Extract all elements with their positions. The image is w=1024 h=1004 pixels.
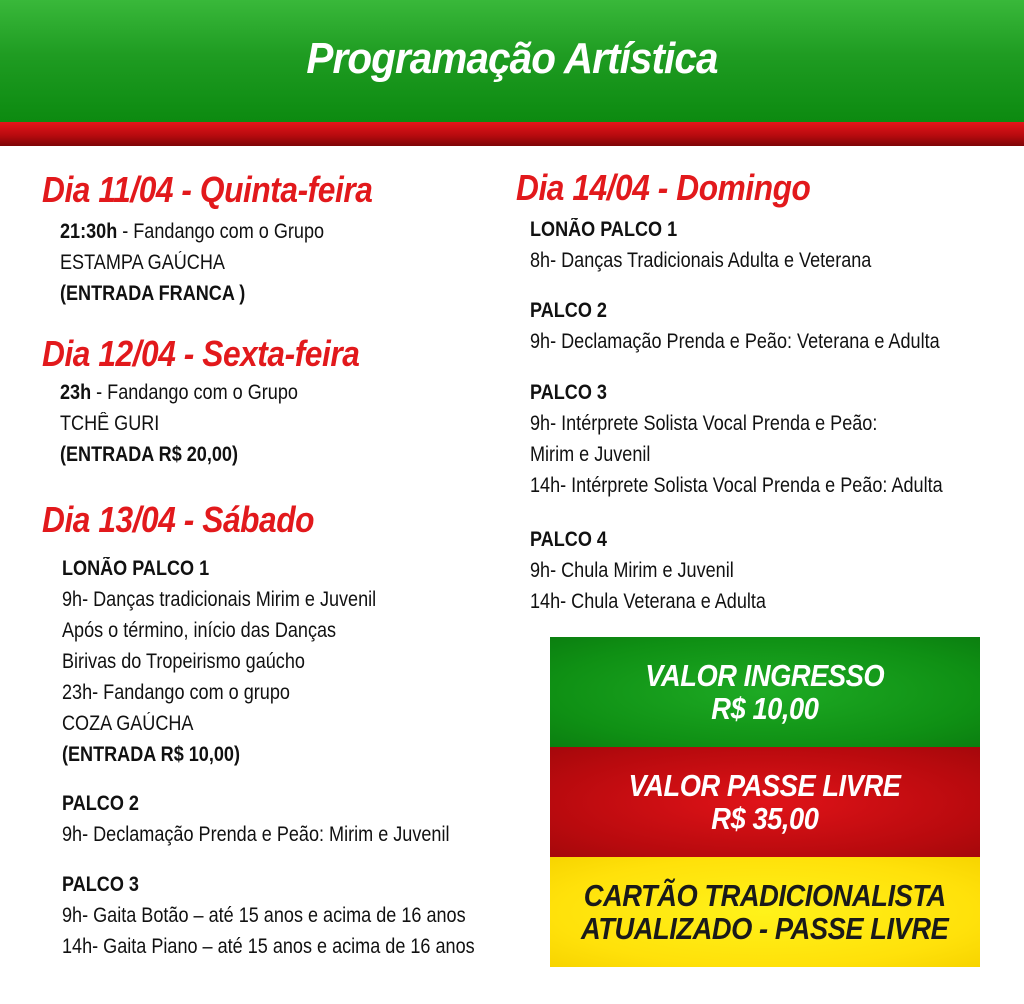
schedule-line: 14h- Chula Veterana e Adulta: [530, 590, 766, 613]
day-13-title: Dia 13/04 - Sábado: [42, 499, 315, 540]
day-12-title: Dia 12/04 - Sexta-feira: [42, 333, 360, 374]
day-13-stage-3: [62, 869, 542, 962]
day-12-section: [42, 334, 403, 374]
schedule-line: 9h- Declamação Prenda e Peão: Veterana e Adulta: [530, 330, 940, 353]
header-red-band: [0, 122, 1024, 146]
schedule-line: 14h- Gaita Piano – até 15 anos e acima de 16 anos: [62, 935, 475, 958]
traditionalist-card-box: [550, 857, 980, 967]
day-11-title: Dia 11/04 - Quinta-feira: [42, 169, 373, 210]
stage-name: PALCO 3: [530, 381, 607, 404]
schedule-line: Após o término, início das Danças: [62, 619, 337, 642]
day-11-entry: (ENTRADA FRANCA ): [60, 282, 246, 305]
page-title: Programação Artística: [306, 34, 718, 83]
day-14-stage-3: [530, 377, 1010, 501]
schedule-line: COZA GAÚCHA: [62, 712, 194, 735]
pass-price-value: R$ 35,00: [711, 801, 819, 836]
day-11-event: [60, 216, 324, 247]
stage-entry: (ENTRADA R$ 10,00): [62, 743, 240, 766]
pass-price-label: VALOR PASSE LIVRE: [629, 768, 901, 803]
schedule-line: Mirim e Juvenil: [530, 443, 651, 466]
day-14-stage-1: [530, 214, 927, 276]
day-14-stage-2: [530, 295, 1006, 357]
day-13-stage-1: [62, 553, 427, 770]
day-12-details: [60, 377, 337, 470]
stage-name: LONÃO PALCO 1: [530, 218, 678, 241]
schedule-line: 23h- Fandango com o grupo: [62, 681, 290, 704]
stage-name: LONÃO PALCO 1: [62, 557, 210, 580]
day-11-details: [60, 216, 367, 309]
ticket-price-label: VALOR INGRESSO: [645, 658, 885, 693]
day-11-time: 21:30h: [60, 220, 118, 243]
schedule-line: 9h- Intérprete Solista Vocal Prenda e Peão:: [530, 412, 878, 435]
schedule-line: 14h- Intérprete Solista Vocal Prenda e Peão: Adulta: [530, 474, 943, 497]
day-11-group: ESTAMPA GAÚCHA: [60, 251, 225, 274]
ticket-price-value: R$ 10,00: [711, 691, 819, 726]
day-12-time: 23h: [60, 381, 92, 404]
day-12-group: TCHÊ GURI: [60, 412, 160, 435]
schedule-line: 9h- Declamação Prenda e Peão: Mirim e Juvenil: [62, 823, 450, 846]
schedule-line: Birivas do Tropeirismo gaúcho: [62, 650, 305, 673]
schedule-line: 9h- Chula Mirim e Juvenil: [530, 559, 734, 582]
day-13-stage-2: [62, 788, 513, 850]
day-14-section: [516, 168, 851, 208]
day-13-section: [42, 500, 351, 540]
day-14-stage-4: [530, 524, 804, 617]
header-banner: [0, 0, 1024, 122]
schedule-line: 9h- Danças tradicionais Mirim e Juvenil: [62, 588, 377, 611]
stage-name: PALCO 2: [530, 299, 607, 322]
day-11-desc: - Fandango com o Grupo: [117, 220, 325, 243]
ticket-price-box: [550, 637, 980, 747]
day-12-desc: - Fandango com o Grupo: [91, 381, 298, 404]
day-12-entry: (ENTRADA R$ 20,00): [60, 443, 238, 466]
schedule-line: 9h- Gaita Botão – até 15 anos e acima de 16 anos: [62, 904, 466, 927]
card-line-1: CARTÃO TRADICIONALISTA: [583, 878, 947, 913]
stage-name: PALCO 3: [62, 873, 139, 896]
day-12-event: [60, 377, 298, 408]
card-line-2: ATUALIZADO - PASSE LIVRE: [581, 911, 949, 946]
stage-name: PALCO 2: [62, 792, 139, 815]
pass-price-box: [550, 747, 980, 857]
day-11-section: [42, 170, 417, 210]
stage-name: PALCO 4: [530, 528, 607, 551]
schedule-line: 8h- Danças Tradicionais Adulta e Veterana: [530, 249, 872, 272]
day-14-title: Dia 14/04 - Domingo: [516, 167, 811, 208]
